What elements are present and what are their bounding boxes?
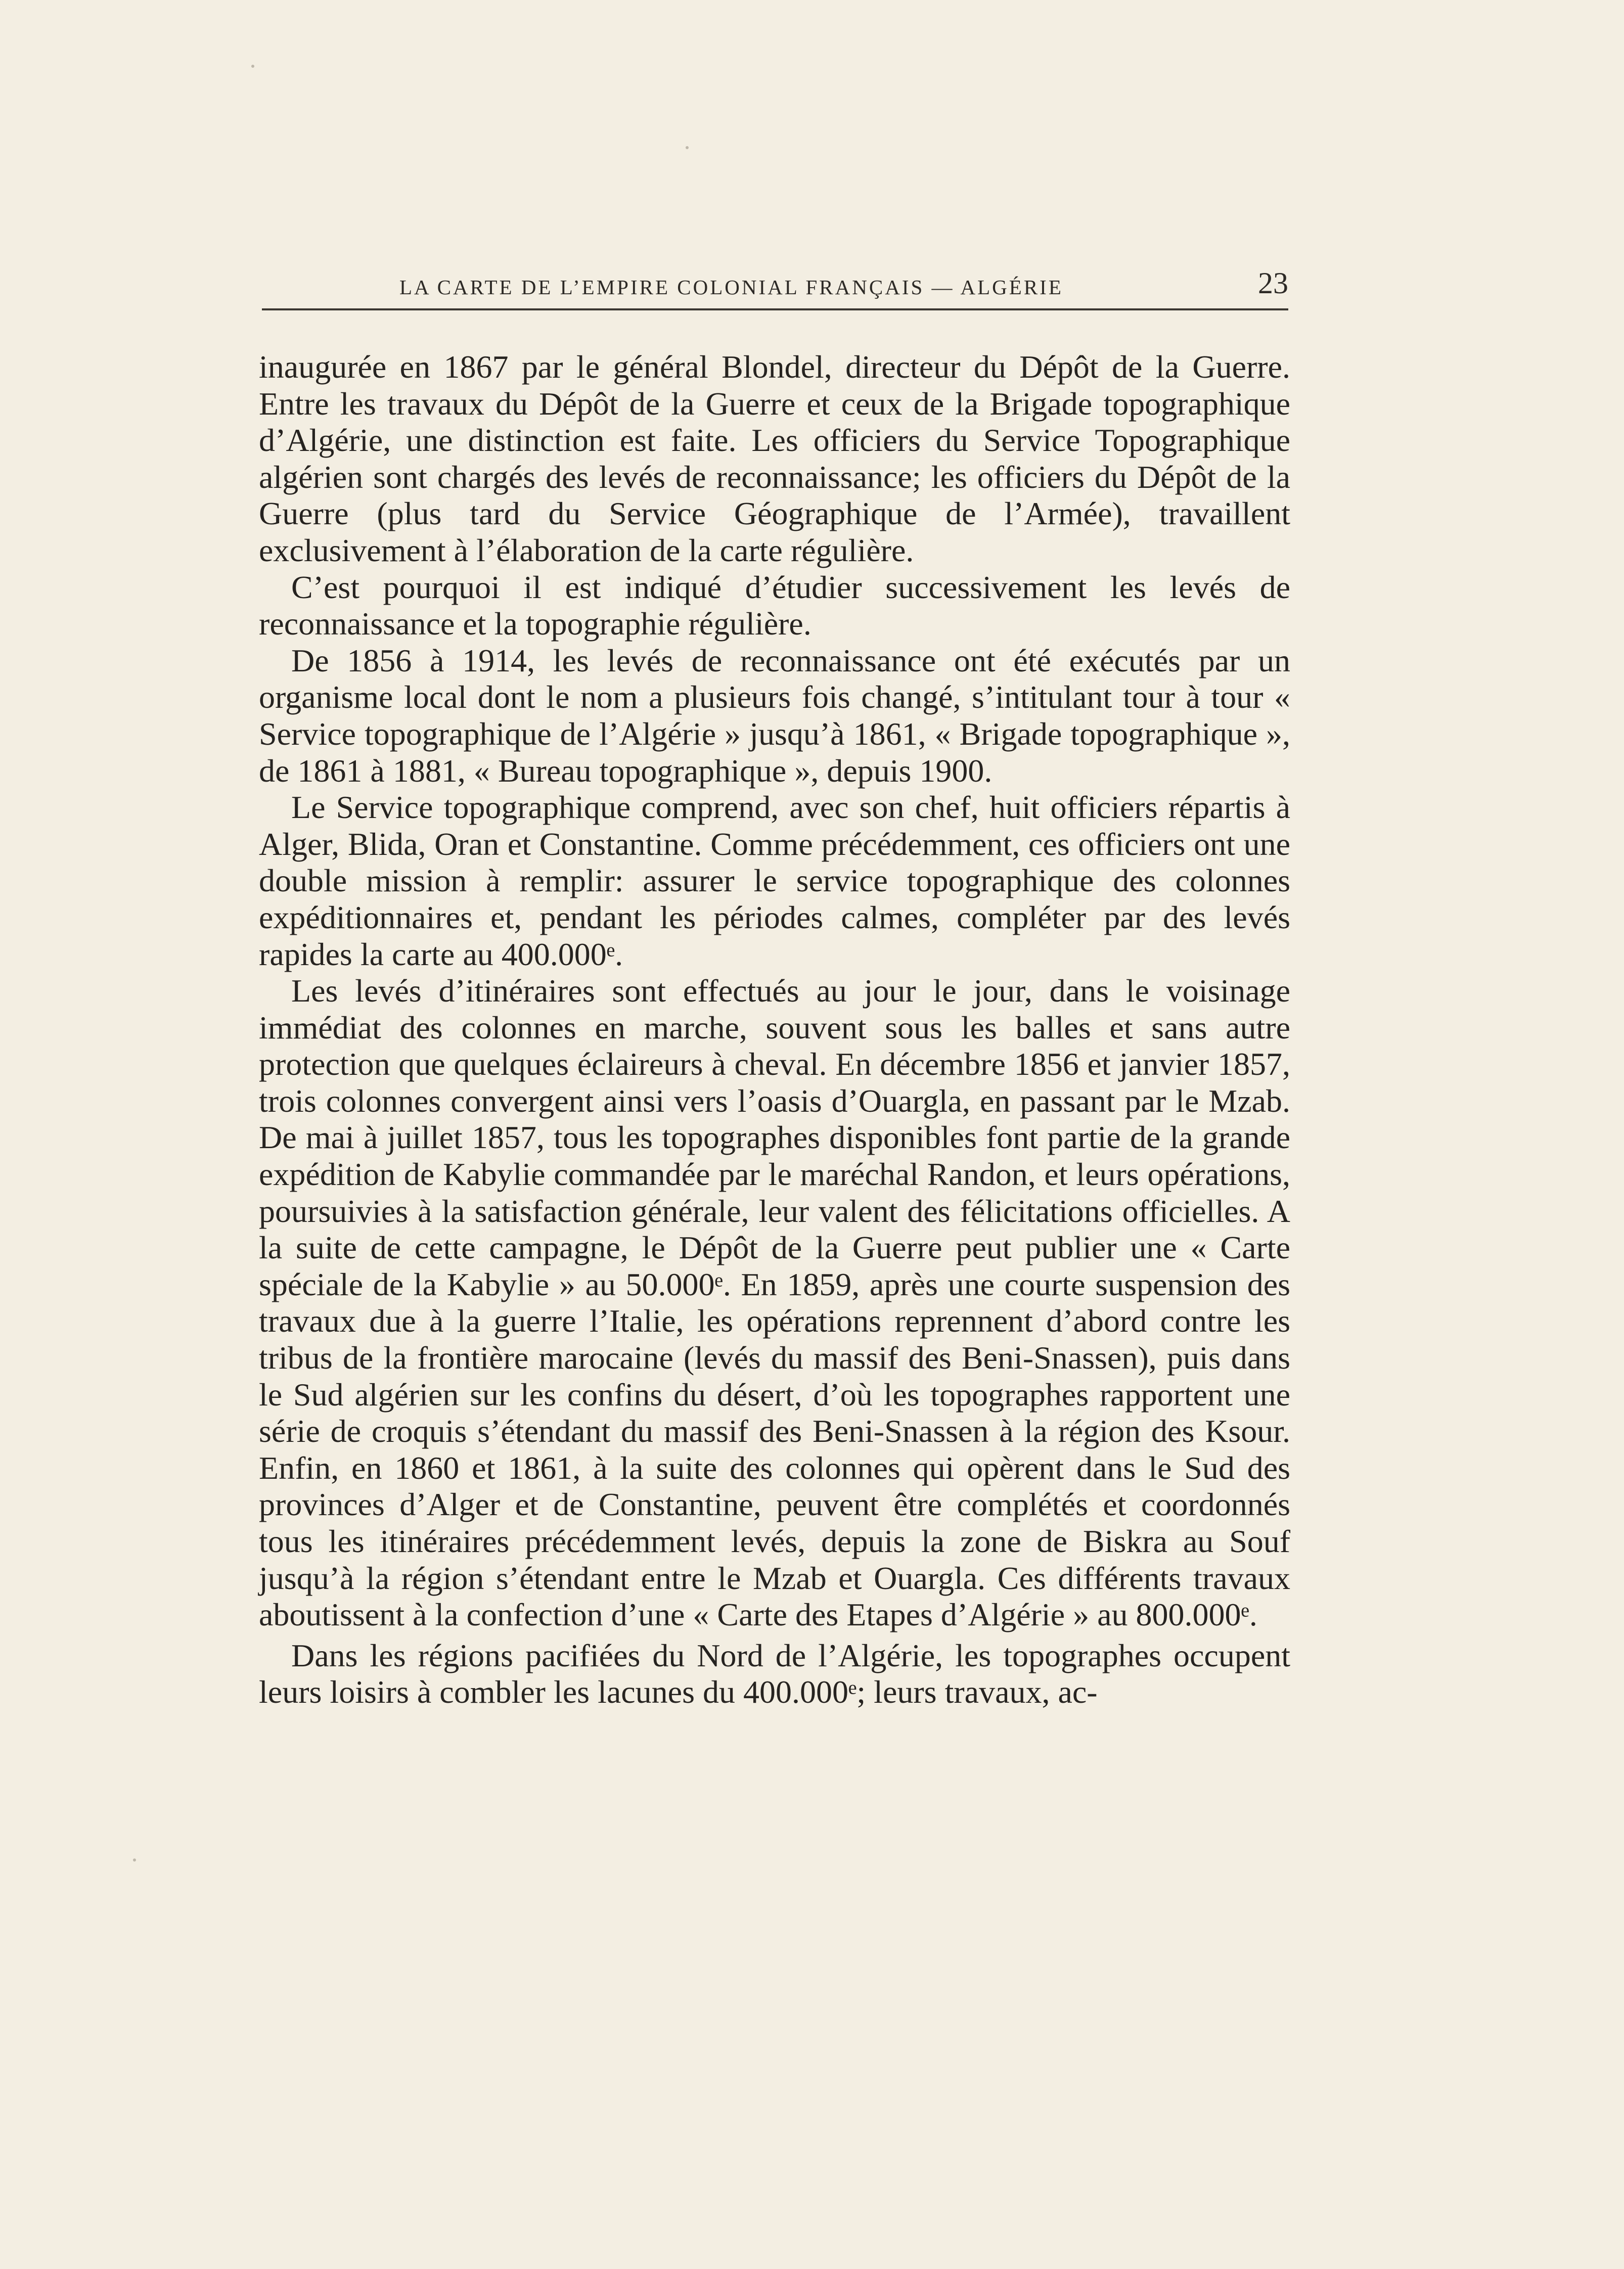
running-title: LA CARTE DE L’EMPIRE COLONIAL FRANÇAIS — ALGÉRIE [399,276,1063,299]
paper-speck [251,65,254,68]
paragraph: Le Service topographique comprend, avec son chef, huit officiers répartis à Alger, Blida, Oran et Constantine. Comme précédemment, ces officiers ont une double mission à remplir: assurer le service topographique des colonnes expéditionnaires et, pendant les périodes calmes, compléter par des levés rapides la carte au 400.000ᵉ. [259,789,1290,972]
page-number: 23 [1258,266,1288,300]
body-text [259,349,1290,1711]
running-header [262,268,1288,310]
paper-speck [133,1858,136,1862]
paper-speck [686,146,689,149]
paragraph: inaugurée en 1867 par le général Blondel, directeur du Dépôt de la Guerre. Entre les travaux du Dépôt de la Guerre et ceux de la Brigade topographique d’Algérie, une distinction est faite. Les officiers du Service Topographique algérien sont chargés des levés de reconnaissance; les officiers du Dépôt de la Guerre (plus tard du Service Géographique de l’Armée), travaillent exclusivement à l’élaboration de la carte régulière. [259,349,1290,568]
paragraph: Les levés d’itinéraires sont effectués au jour le jour, dans le voisinage immédiat des colonnes en marche, souvent sous les balles et sans autre protection que quelques éclaireurs à cheval. En décembre 1856 et janvier 1857, trois colonnes convergent ainsi vers l’oasis d’Ouargla, en passant par le Mzab. De mai à juillet 1857, tous les topographes disponibles font partie de la grande expédition de Kabylie commandée par le maréchal Randon, et leurs opérations, poursuivies à la satisfaction générale, leur valent des félicitations officielles. A la suite de cette campagne, le Dépôt de la Guerre peut publier une « Carte spéciale de la Kabylie » au 50.000ᵉ. En 1859, après une courte suspension des travaux due à la guerre l’Italie, les opérations reprennent d’abord contre les tribus de la frontière marocaine (levés du massif des Beni-Snassen), puis dans le Sud algérien sur les confins du désert, d’où les topographes rapportent une série de croquis s’étendant du massif des Beni-Snassen à la région des Ksour. Enfin, en 1860 et 1861, à la suite des colonnes qui opèrent dans le Sud des provinces d’Alger et de Constantine, peuvent être complétés et coordonnés tous les itinéraires précédemment levés, depuis la zone de Biskra au Souf jusqu’à la région s’étendant entre le Mzab et Ouargla. Ces différents travaux aboutissent à la confection d’une « Carte des Etapes d’Algérie » au 800.000ᵉ. [259,973,1290,1633]
paragraph: Dans les régions pacifiées du Nord de l’Algérie, les topographes occupent leurs loisirs à combler les lacunes du 400.000ᵉ; leurs travaux, ac- [259,1637,1290,1710]
paragraph: C’est pourquoi il est indiqué d’étudier successivement les levés de reconnaissance et la topographie régulière. [259,569,1290,642]
paragraph: De 1856 à 1914, les levés de reconnaissance ont été exécutés par un organisme local dont le nom a plusieurs fois changé, s’intitulant tour à tour « Service topographique de l’Algérie » jusqu’à 1861, « Brigade topographique », de 1861 à 1881, « Bureau topographique », depuis 1900. [259,642,1290,789]
